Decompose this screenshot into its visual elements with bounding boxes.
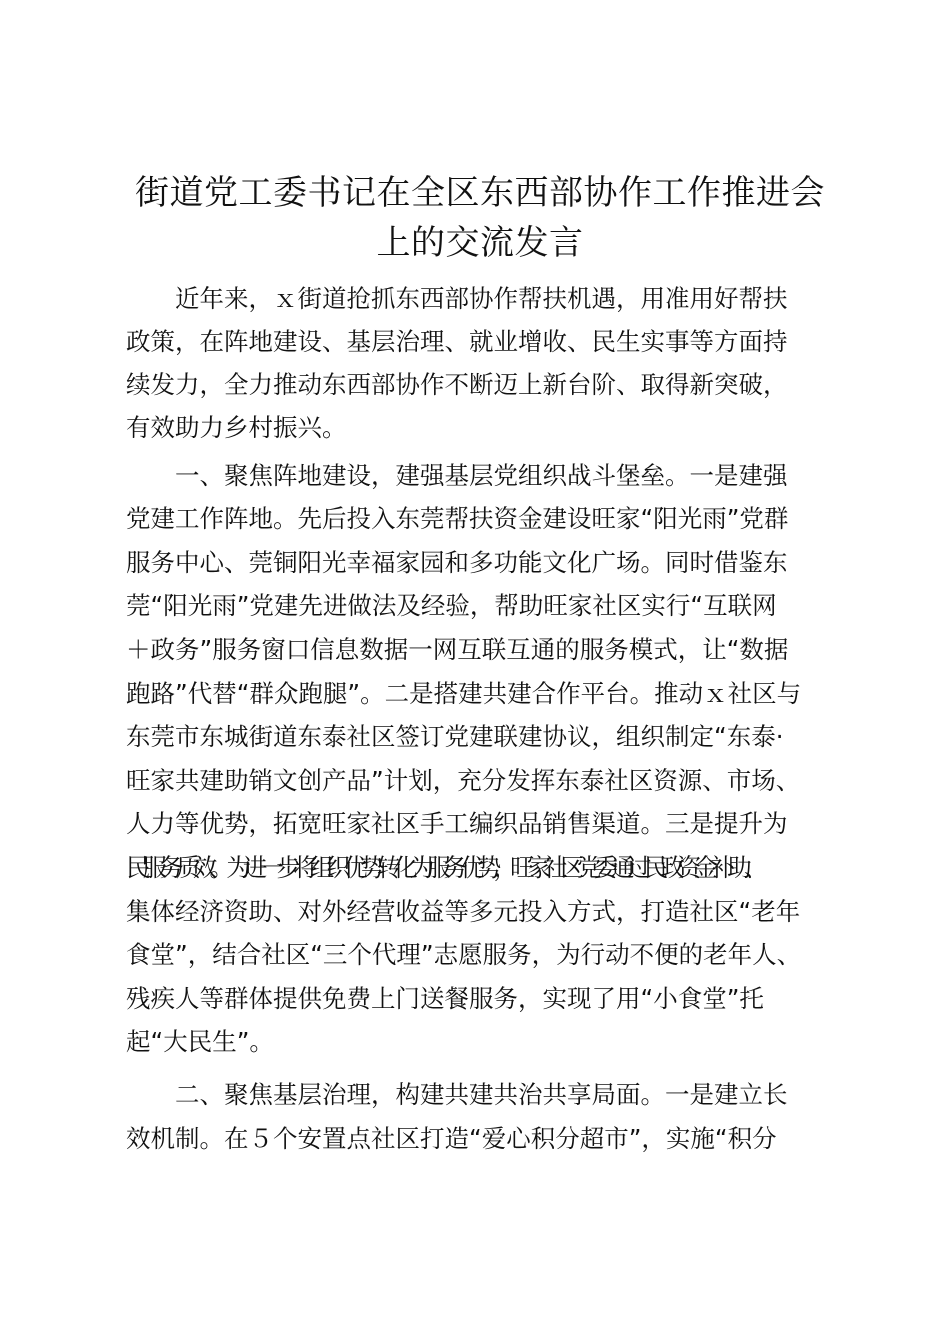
body-line-15: 集体经济资助、对外经营收益等多元投入方式，打造社区“老年 <box>126 897 801 926</box>
body-line-7: 服务中心、莞铜阳光幸福家园和多功能文化广场。同时借鉴东 <box>126 548 788 577</box>
body-line-11: 东莞市东城街道东泰社区签订党建联建协议，组织制定“东泰· <box>126 722 784 751</box>
body-line-3: 续发力，全力推动东西部协作不断迈上新台阶、取得新突破， <box>126 370 788 399</box>
body-line-5: 一、聚焦阵地建设，建强基层党组织战斗堡垒。一是建强 <box>126 461 788 490</box>
title-line-2: 上的交流发言 <box>376 223 584 263</box>
body-line-18: 起“大民生”。 <box>126 1027 274 1056</box>
body-line-8: 莞“阳光雨”党建先进做法及经验，帮助旺家社区实行“互联网 <box>126 591 777 620</box>
body-line-10: 跑路”代替“群众跑腿”。二是搭建共建合作平台。推动ｘ社区与 <box>126 679 802 708</box>
body-line-6: 党建工作阵地。先后投入东莞帮扶资金建设旺家“阳光雨”党群 <box>126 504 789 533</box>
body-line-17: 残疾人等群体提供免费上门送餐服务，实现了用“小食堂”托 <box>126 984 764 1013</box>
document-title <box>100 168 860 268</box>
body-line-19: 二、聚焦基层治理，构建共建共治共享局面。一是建立长 <box>126 1080 788 1109</box>
body-line-9: ＋政务”服务窗口信息数据一网互联互通的服务模式，让“数据 <box>126 635 789 664</box>
body-line-16: 食堂”，结合社区“三个代理”志愿服务，为行动不便的老年人、 <box>126 940 802 969</box>
body-line-1: 近年来，ｘ街道抢抓东西部协作帮扶机遇，用准用好帮扶 <box>126 284 788 313</box>
body-line-12: 旺家共建助销文创产品”计划，充分发挥东泰社区资源、市场、 <box>126 766 801 795</box>
body-line-4: 有效助力乡村振兴。 <box>126 413 347 442</box>
body-line-2: 政策，在阵地建设、基层治理、就业增收、民生实事等方面持 <box>126 327 788 356</box>
body-line-14: 民服务质效。为进一步将组织优势转化为服务优势，旺家社区党委通过民政资金补助、 <box>126 853 761 882</box>
body-line-20: 效机制。在５个安置点社区打造“爱心积分超市”，实施“积分 <box>126 1124 777 1153</box>
title-line-1: 街道党工委书记在全区东西部协作工作推进会 <box>135 173 825 213</box>
body-line-13: 人力等优势，拓宽旺家社区手工编织品销售渠道。三是提升为 <box>126 809 788 838</box>
